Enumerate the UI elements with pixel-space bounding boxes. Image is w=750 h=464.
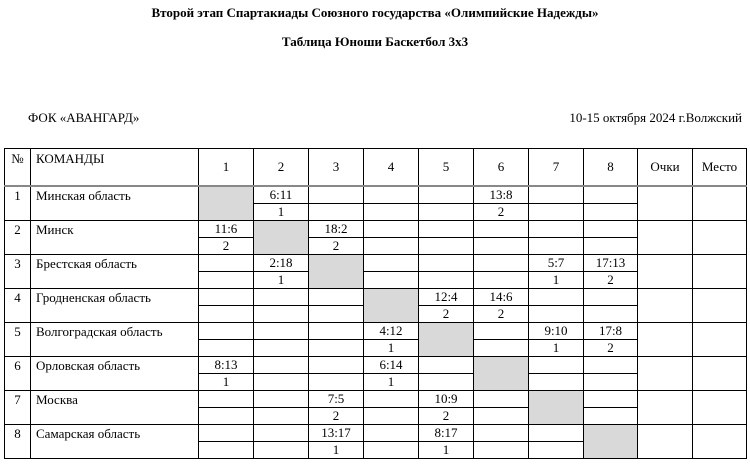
match-score (419, 357, 474, 374)
match-score: 9:10 (529, 323, 584, 340)
match-score (584, 221, 638, 238)
match-points (254, 442, 309, 459)
match-score: 8:17 (419, 425, 474, 442)
diagonal-cell (199, 186, 254, 221)
match-score (529, 425, 584, 442)
total-points (638, 186, 693, 221)
header-teams: КОМАНДЫ (31, 149, 199, 187)
match-score (584, 289, 638, 306)
match-score (474, 221, 529, 238)
header-opponent-8: 8 (584, 149, 638, 187)
diagonal-cell (584, 425, 638, 459)
diagonal-cell (309, 255, 364, 289)
match-points (584, 204, 638, 221)
match-score: 6:11 (254, 186, 309, 204)
team-name: Орловская область (31, 357, 199, 391)
diagonal-cell (419, 323, 474, 357)
diagonal-cell (254, 221, 309, 255)
match-points (199, 340, 254, 357)
event-dates: 10-15 октября 2024 г.Волжский (569, 110, 742, 125)
match-score (584, 391, 638, 408)
final-place (693, 221, 747, 255)
table-row (5, 289, 747, 306)
header-opponent-7: 7 (529, 149, 584, 187)
team-number: 2 (5, 221, 31, 255)
final-place (693, 289, 747, 323)
team-name: Самарская область (31, 425, 199, 459)
match-points (199, 408, 254, 425)
match-score: 17:8 (584, 323, 638, 340)
match-score (199, 323, 254, 340)
match-points (529, 204, 584, 221)
match-points: 1 (529, 272, 584, 289)
match-score (364, 425, 419, 442)
match-score (199, 289, 254, 306)
match-score (254, 289, 309, 306)
table-row (5, 221, 747, 238)
match-points (419, 238, 474, 255)
match-points (584, 374, 638, 391)
team-number: 4 (5, 289, 31, 323)
match-points: 2 (474, 306, 529, 323)
match-points (364, 408, 419, 425)
header-place: Место (693, 149, 747, 187)
match-score: 13:17 (309, 425, 364, 442)
header-opponent-6: 6 (474, 149, 529, 187)
match-score (474, 323, 529, 340)
match-score: 12:4 (419, 289, 474, 306)
table-row (5, 357, 747, 374)
match-score: 7:5 (309, 391, 364, 408)
match-score (474, 425, 529, 442)
final-place (693, 391, 747, 425)
match-points (254, 340, 309, 357)
header-num: № (5, 149, 31, 187)
match-score (474, 255, 529, 272)
match-score: 2:18 (254, 255, 309, 272)
match-points (309, 340, 364, 357)
match-points: 2 (419, 408, 474, 425)
match-points (529, 306, 584, 323)
match-score (199, 391, 254, 408)
match-points (364, 204, 419, 221)
match-points: 1 (254, 272, 309, 289)
match-score: 5:7 (529, 255, 584, 272)
match-score: 8:13 (199, 357, 254, 374)
match-score (254, 323, 309, 340)
match-points (584, 238, 638, 255)
match-score: 11:6 (199, 221, 254, 238)
match-score (364, 391, 419, 408)
team-number: 7 (5, 391, 31, 425)
match-points (364, 272, 419, 289)
match-score: 4:12 (364, 323, 419, 340)
match-points: 2 (474, 204, 529, 221)
match-points (419, 374, 474, 391)
total-points (638, 425, 693, 459)
total-points (638, 221, 693, 255)
total-points (638, 391, 693, 425)
table-row (5, 425, 747, 442)
match-score (309, 357, 364, 374)
match-points: 1 (309, 442, 364, 459)
match-score (364, 255, 419, 272)
match-points (474, 442, 529, 459)
team-name: Волгоградская область (31, 323, 199, 357)
match-score (529, 221, 584, 238)
venue: ФОК «АВАНГАРД» (28, 110, 140, 125)
match-score (419, 221, 474, 238)
match-score (529, 186, 584, 204)
match-points (254, 306, 309, 323)
final-place (693, 323, 747, 357)
match-points: 2 (199, 238, 254, 255)
team-name: Минская область (31, 186, 199, 221)
match-score: 17:13 (584, 255, 638, 272)
match-score (584, 357, 638, 374)
total-points (638, 357, 693, 391)
table-row (5, 391, 747, 408)
match-points (254, 408, 309, 425)
table-row (5, 186, 747, 204)
match-score (474, 391, 529, 408)
match-score (309, 186, 364, 204)
match-points: 2 (584, 272, 638, 289)
match-score (254, 391, 309, 408)
match-points: 1 (364, 374, 419, 391)
total-points (638, 255, 693, 289)
match-points (529, 374, 584, 391)
match-points: 2 (309, 238, 364, 255)
table-row (5, 323, 747, 340)
match-points (364, 442, 419, 459)
match-points (584, 306, 638, 323)
final-place (693, 425, 747, 459)
match-score (309, 289, 364, 306)
team-number: 5 (5, 323, 31, 357)
match-points (309, 204, 364, 221)
match-points (309, 306, 364, 323)
table-row (5, 255, 747, 272)
table-header-row (5, 149, 747, 187)
match-score (419, 186, 474, 204)
match-points (584, 408, 638, 425)
final-place (693, 255, 747, 289)
match-score (364, 221, 419, 238)
match-score (529, 289, 584, 306)
match-score (364, 186, 419, 204)
match-score (254, 425, 309, 442)
match-score (529, 357, 584, 374)
match-points (474, 272, 529, 289)
team-name: Брестская область (31, 255, 199, 289)
match-points (474, 408, 529, 425)
match-points: 2 (584, 340, 638, 357)
match-points (199, 272, 254, 289)
team-name: Гродненская область (31, 289, 199, 323)
match-score: 6:14 (364, 357, 419, 374)
match-points (364, 238, 419, 255)
match-points (419, 272, 474, 289)
match-score: 13:8 (474, 186, 529, 204)
header-points: Очки (638, 149, 693, 187)
match-points (199, 442, 254, 459)
diagonal-cell (474, 357, 529, 391)
match-score: 18:2 (309, 221, 364, 238)
match-score (309, 323, 364, 340)
match-points (529, 238, 584, 255)
match-points: 1 (529, 340, 584, 357)
total-points (638, 323, 693, 357)
match-score (199, 425, 254, 442)
match-points: 2 (309, 408, 364, 425)
match-score (254, 357, 309, 374)
standings-table (4, 148, 747, 459)
match-points: 1 (419, 442, 474, 459)
match-score (199, 255, 254, 272)
header-opponent-4: 4 (364, 149, 419, 187)
match-points (474, 340, 529, 357)
team-name: Минск (31, 221, 199, 255)
diagonal-cell (364, 289, 419, 323)
header-opponent-2: 2 (254, 149, 309, 187)
match-score: 10:9 (419, 391, 474, 408)
team-number: 3 (5, 255, 31, 289)
document-subtitle: Таблица Юноши Баскетбол 3х3 (281, 34, 469, 49)
diagonal-cell (529, 391, 584, 425)
final-place (693, 357, 747, 391)
match-points: 1 (254, 204, 309, 221)
team-number: 8 (5, 425, 31, 459)
header-opponent-1: 1 (199, 149, 254, 187)
final-place (693, 186, 747, 221)
match-points (309, 374, 364, 391)
match-points: 1 (199, 374, 254, 391)
match-points (529, 442, 584, 459)
match-score (419, 255, 474, 272)
match-score: 14:6 (474, 289, 529, 306)
team-number: 1 (5, 186, 31, 221)
match-score (584, 186, 638, 204)
match-points (254, 374, 309, 391)
header-opponent-5: 5 (419, 149, 474, 187)
match-points (419, 204, 474, 221)
match-points (199, 306, 254, 323)
team-name: Москва (31, 391, 199, 425)
header-opponent-3: 3 (309, 149, 364, 187)
document-title: Второй этап Спартакиады Союзного государства «Олимпийские Надежды» (151, 5, 599, 20)
team-number: 6 (5, 357, 31, 391)
match-points: 2 (419, 306, 474, 323)
match-points (474, 238, 529, 255)
match-points: 1 (364, 340, 419, 357)
total-points (638, 289, 693, 323)
